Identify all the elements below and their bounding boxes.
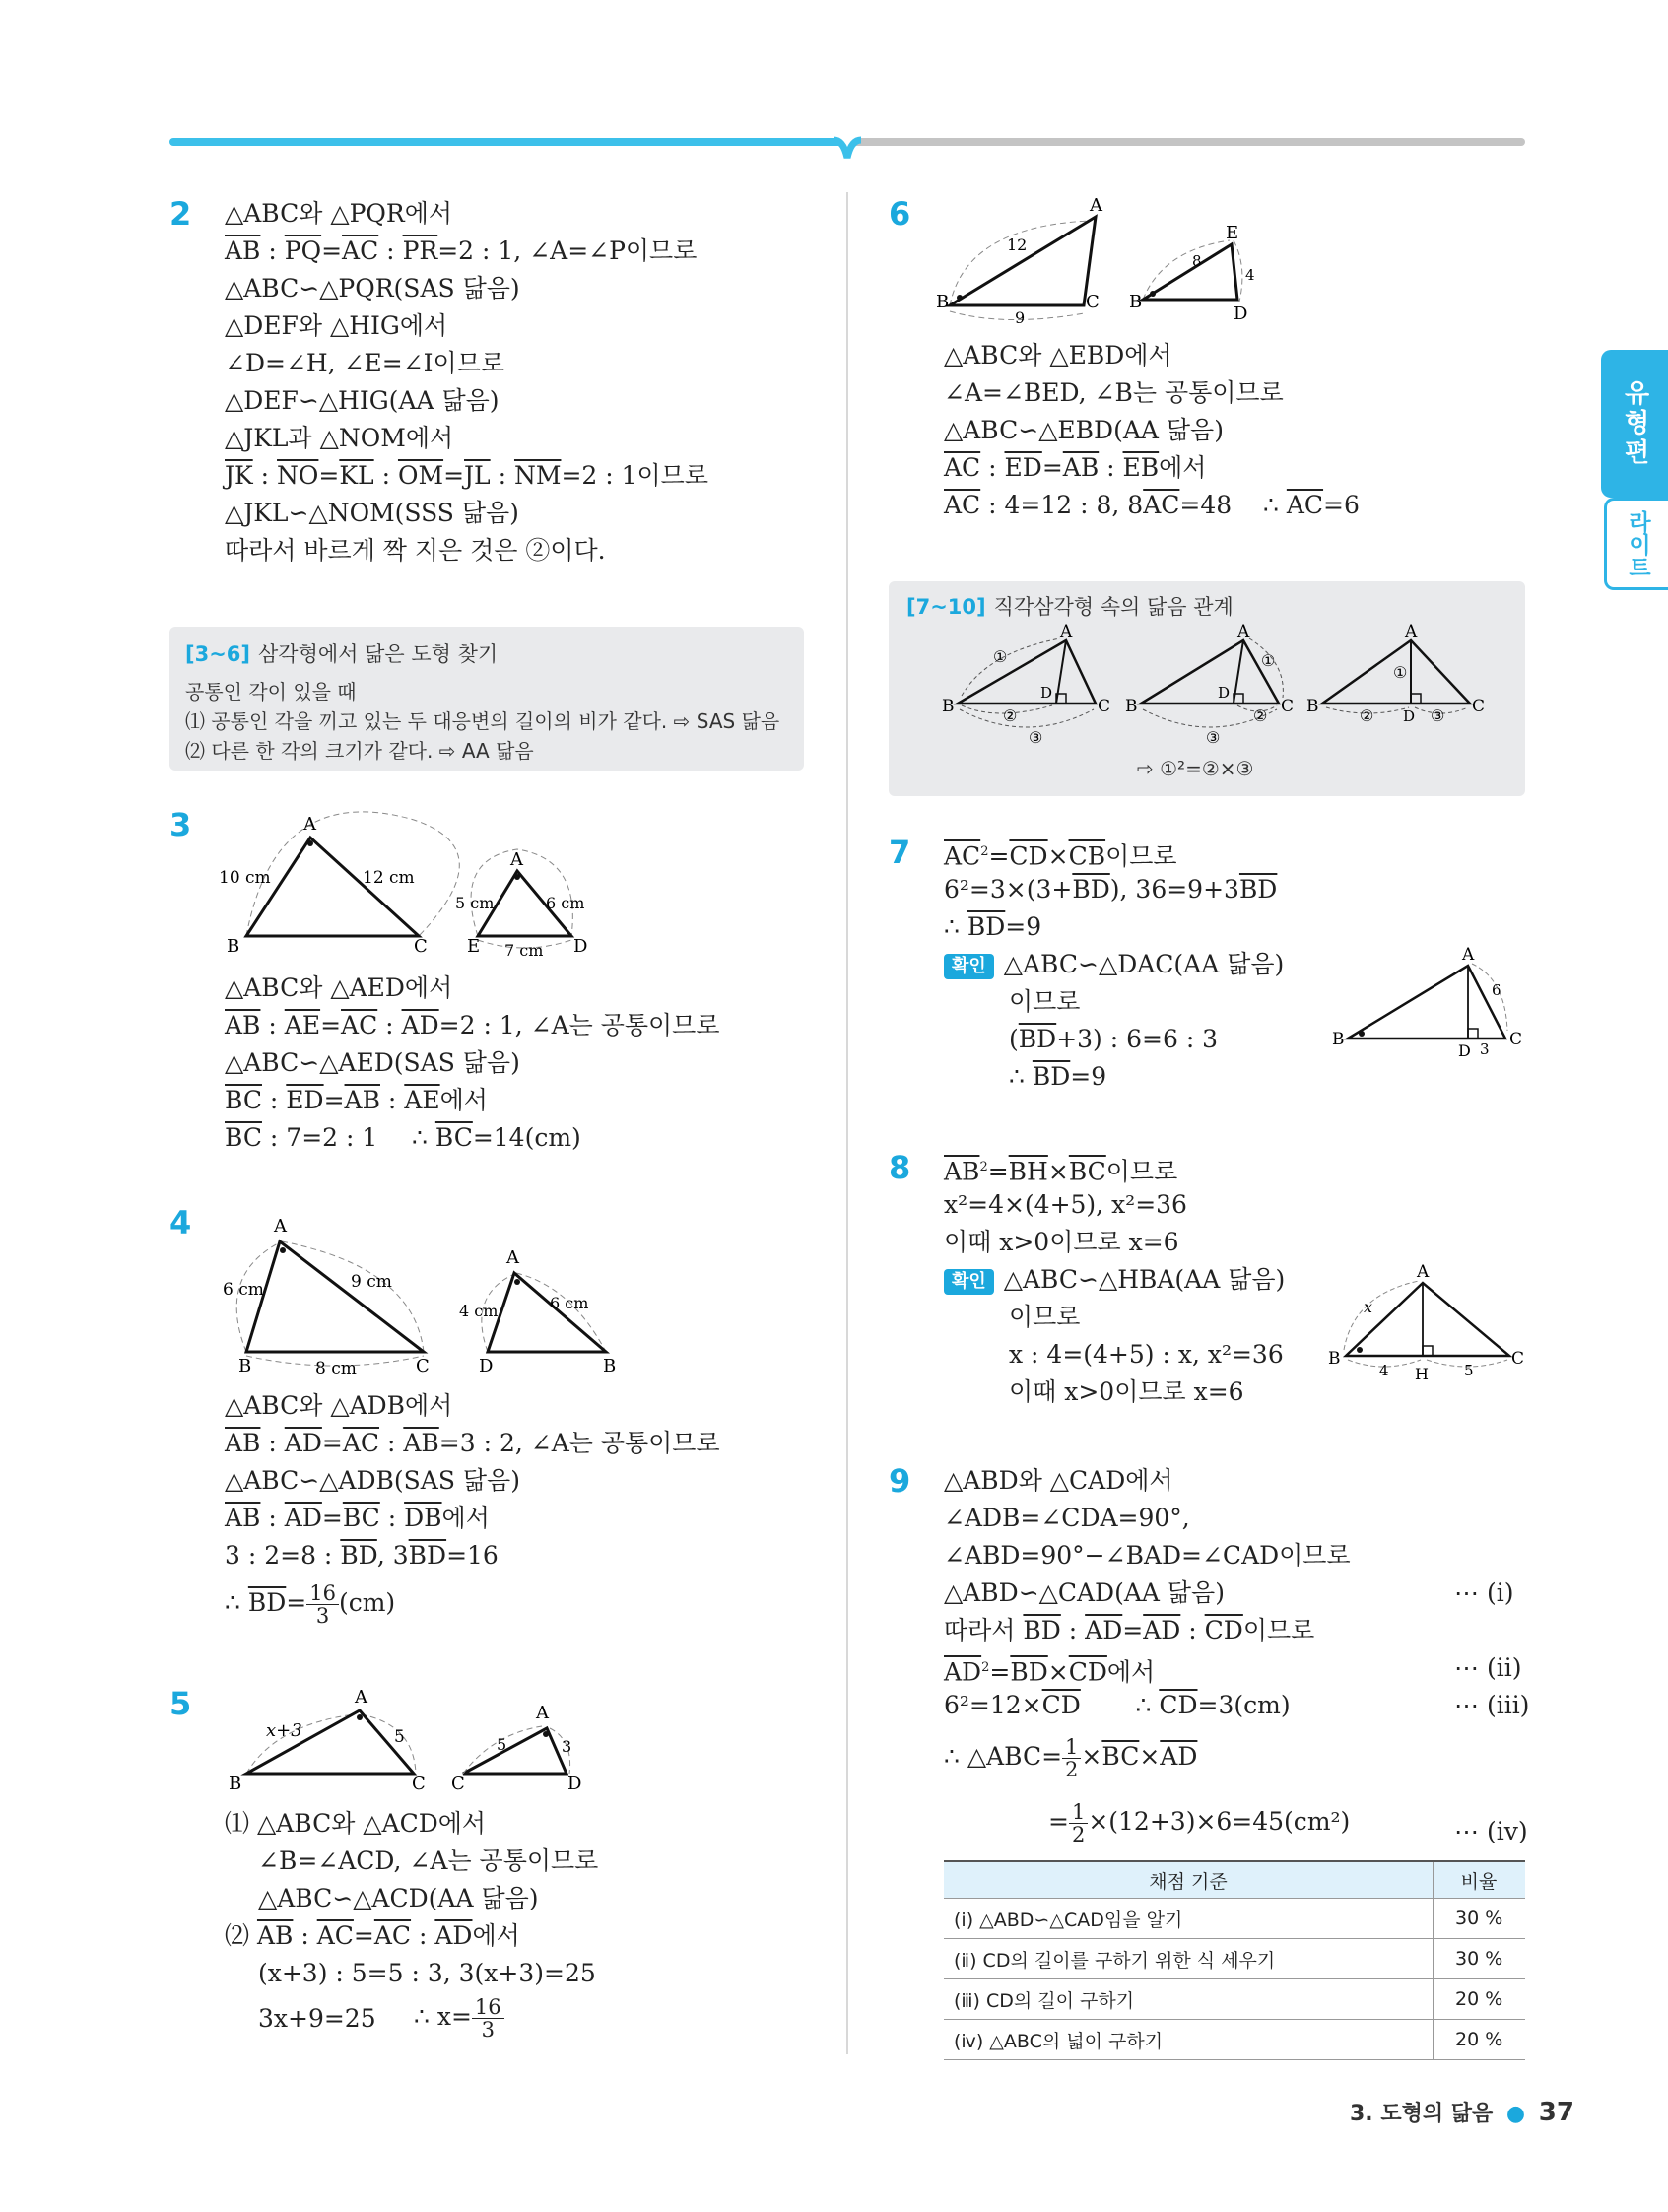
p5-ans-pre: ∴ x= (414, 2002, 472, 2031)
p4-ans-num: 16 (306, 1582, 339, 1605)
p3-line-5: $\overline{BC}$ : 7=2 : 1 (225, 1123, 378, 1152)
p9-line-2: ∠ADB=∠CDA=90°, (944, 1504, 1190, 1532)
box-3-6-line-1: 공통인 각이 있을 때 (185, 680, 357, 704)
p5-line-6: 3x+9=25 (258, 2004, 376, 2033)
p8-fig-H: H (1415, 1365, 1429, 1383)
p8-check-4: 이때 x>0이므로 x=6 (1009, 1377, 1244, 1406)
p2-line-5: ∠D=∠H, ∠E=∠I이므로 (225, 349, 504, 377)
grading-ratio-1: 30 % (1434, 1899, 1526, 1939)
column-divider (846, 192, 848, 2054)
p9-half-num-1: 1 (1062, 1736, 1081, 1759)
box-3-6-tag: [3~6] (185, 642, 251, 666)
table-row (944, 1979, 1525, 2020)
p5-len-ad: 3 (562, 1737, 572, 1756)
p6-line-2: ∠A=∠BED, ∠B는 공통이므로 (944, 378, 1284, 407)
box-fig2-B: B (1125, 697, 1138, 716)
p9-mark-3: ⋯ (ⅲ) (1454, 1691, 1530, 1719)
p4-label-C: C (416, 1356, 430, 1376)
p8-line-1: $\overline{AB}^2=\overline{BH}\times\overline{BC}$이므로 (944, 1157, 1178, 1186)
p3-len-ac: 12 cm (363, 868, 415, 888)
p5-label-A: A (355, 1687, 367, 1708)
top-rule-notch (834, 134, 861, 162)
box-fig3-n3: ③ (1431, 706, 1445, 725)
p8-fig-x: x (1364, 1298, 1373, 1316)
box-fig2-n1: ① (1261, 651, 1276, 670)
p8-check-1 (944, 1263, 1285, 1297)
side-tab-type[interactable]: 유형편 (1601, 350, 1668, 498)
p7-fig-A: A (1462, 945, 1475, 965)
p3-label-D: D (573, 936, 588, 957)
box-fig2-C: C (1281, 697, 1295, 716)
problem-4-number: 4 (169, 1204, 192, 1241)
p2-line-9: △JKL∽△NOM(SSS 닮음) (225, 499, 519, 527)
grading-criteria-1: (ⅰ) △ABD∽△CAD임을 알기 (944, 1899, 1434, 1939)
p4-line-4: $\overline{AB}$ : $\overline{AD}=\overline{BC}$ : $\overline{DB}$에서 (225, 1504, 490, 1532)
p4-line-5: 3 : 2=8 : $\overline{BD}$, $3\overline{BD}=16$ (225, 1541, 499, 1570)
p5-len-ac: 5 (394, 1727, 405, 1747)
problem-5-number: 5 (169, 1685, 192, 1722)
p3-line-2: $\overline{AB}$ : $\overline{AE}=\overline{AC}$ : $\overline{AD}=2$ : 1, ∠A는 공통이므로 (225, 1011, 720, 1039)
p8-line-3: 이때 x>0이므로 x=6 (944, 1228, 1179, 1256)
p5-label-C2: C (451, 1774, 465, 1794)
table-row (944, 1899, 1525, 1939)
box-fig2-n2: ② (1253, 706, 1268, 725)
p6-answer: ∴ $\overline{AC}=6$ (1263, 491, 1360, 519)
p9-half-den-2: 2 (1071, 1823, 1086, 1846)
box-fig2-n3: ③ (1206, 728, 1221, 747)
p3-line-4: $\overline{BC}$ : $\overline{ED}=\overline{AB}$ : $\overline{AE}$에서 (225, 1086, 488, 1114)
p8-fig-A: A (1417, 1262, 1430, 1282)
p4-line-2: $\overline{AB}$ : $\overline{AD}=\overline{AC}$ : $\overline{AB}=3$ : 2, ∠A는 공통이므로 (225, 1429, 720, 1457)
box-3-6-line-2: ⑴ 공통인 각을 끼고 있는 두 대응변의 길이의 비가 같다. ⇨ SAS 닮음 (185, 709, 780, 733)
p2-line-2: $\overline{AB}$ : $\overline{PQ}=\overline{AC}$ : $\overline{PR}=2$ : 1, ∠A=∠P이므로 (225, 236, 698, 265)
p6-len-bc: 9 (1015, 308, 1026, 327)
box-3-6-title (185, 638, 498, 668)
p4-line-3: △ABC∽△ADB(SAS 닮음) (225, 1466, 520, 1495)
p3-line-3: △ABC∽△AED(SAS 닮음) (225, 1048, 520, 1077)
table-row (944, 1939, 1525, 1979)
p6-line-1: △ABC와 △EBD에서 (944, 341, 1172, 369)
p6-label-E: E (1226, 223, 1239, 243)
concept-box-3-6 (169, 627, 804, 771)
box-3-6-line-3: ⑵ 다른 한 각의 크기가 같다. ⇨ AA 닮음 (185, 739, 534, 763)
p6-line-3: △ABC∽△EBD(AA 닮음) (944, 416, 1224, 444)
box-7-10-tag: [7~10] (906, 595, 986, 619)
p3-label-A2: A (510, 849, 523, 870)
p7-check-3: $(\overline{BD}+3)$ : 6=6 : 3 (1009, 1025, 1219, 1053)
p3-line-1: △ABC와 △AED에서 (225, 973, 453, 1002)
p9-mark-2: ⋯ (ⅱ) (1454, 1653, 1522, 1682)
box-fig3-n1: ① (1393, 663, 1408, 682)
p4-answer: ∴ $\overline{BD}=$ $\frac{16}{3}$ (cm) (225, 1581, 396, 1628)
page-footer (1350, 2097, 1574, 2127)
p3-label-E: E (467, 936, 481, 957)
p9-area2-post: ×(12+3)×6=45(cm²) (1088, 1807, 1351, 1836)
p7-check-4: ∴ $\overline{BD}=9$ (1009, 1062, 1107, 1091)
box-fig1-n2: ② (1003, 706, 1018, 725)
p9-area-2 (1048, 1801, 1350, 1845)
p9-area2-pre: = (1048, 1807, 1069, 1836)
grading-table (944, 1860, 1525, 2060)
p2-line-6: △DEF∽△HIG(AA 닮음) (225, 386, 500, 415)
p5-line-3: △ABC∽△ACD(AA 닮음) (258, 1884, 539, 1912)
p7-check-badge: 확인 (944, 954, 994, 979)
p2-line-10: 따라서 바르게 짝 지은 것은 ②이다. (225, 536, 606, 565)
p4-ans-den: 3 (315, 1604, 330, 1628)
p2-line-7: △JKL과 △NOM에서 (225, 424, 454, 452)
p8-check-badge: 확인 (944, 1269, 994, 1295)
problem-2-number: 2 (169, 195, 192, 233)
p6-len-ab: 12 (1007, 235, 1028, 254)
p8-fig-C: C (1511, 1349, 1525, 1369)
page-number: 37 (1538, 2098, 1574, 2127)
p7-line-2: $6^2=3\times(3+\overline{BD})$, $36=9+3\overline{BD}$ (944, 875, 1278, 904)
p3-len-ab: 10 cm (219, 868, 271, 888)
p5-label-A2: A (536, 1703, 549, 1723)
p4-line-1: △ABC와 △ADB에서 (225, 1391, 453, 1420)
table-row (944, 2020, 1525, 2060)
p9-line-7: $6^2=12\times\overline{CD}$ ∴ $\overline{CD}=3(cm)$ (944, 1691, 1291, 1719)
box-fig2-A: A (1237, 622, 1250, 641)
p5-label-D: D (567, 1774, 582, 1794)
grading-criteria-2: (ⅱ) CD의 길이를 구하기 위한 식 세우기 (944, 1939, 1434, 1979)
grading-head-criteria: 채점 기준 (944, 1861, 1434, 1899)
p4-len-ab2: 6 cm (550, 1294, 589, 1312)
p4-len-ab: 6 cm (223, 1280, 264, 1300)
p4-label-D: D (479, 1356, 494, 1376)
problem-6-number: 6 (889, 195, 911, 233)
p2-line-3: △ABC∽△PQR(SAS 닮음) (225, 274, 520, 302)
p9-line-6: $\overline{AD}^2=\overline{BD}\times\overline{CD}$에서 (944, 1657, 1156, 1687)
box-3-6-title-text: 삼각형에서 닮은 도형 찾기 (258, 642, 499, 666)
p8-check-3: x : 4=(4+5) : x, x²=36 (1009, 1340, 1284, 1369)
p9-mark-1: ⋯ (ⅰ) (1454, 1578, 1514, 1607)
p5-line-5: (x+3) : 5=5 : 3, 3(x+3)=25 (258, 1959, 596, 1987)
p6-line-5: $\overline{AC}$ : 4=12 : 8, $8\overline{AC}=48$ (944, 491, 1233, 519)
p4-label-B: B (238, 1356, 252, 1376)
grading-head-ratio: 비율 (1434, 1861, 1526, 1899)
problem-9-number: 9 (889, 1462, 911, 1500)
p4-label-A: A (274, 1216, 287, 1237)
p7-fig-ac: 6 (1492, 981, 1501, 999)
p2-line-8: $\overline{JK}$ : $\overline{NO}=\overline{KL}$ : $\overline{OM}=\overline{JL}$ : $\overline{NM}=2$ : 1이므로 (225, 461, 708, 490)
p7-fig-B: B (1332, 1030, 1345, 1049)
p7-check-2: 이므로 (1009, 987, 1081, 1016)
p8-check-2: 이므로 (1009, 1303, 1081, 1331)
p5-line-4: ⑵ $\overline{AB}$ : $\overline{AC}=\overline{AC}$ : $\overline{AD}$에서 (225, 1921, 520, 1950)
p5-answer (414, 1996, 504, 2041)
p6-label-A: A (1090, 195, 1102, 216)
p7-line-3: ∴ $\overline{BD}=9$ (944, 912, 1042, 941)
p5-line-2: ∠B=∠ACD, ∠A는 공통이므로 (258, 1846, 599, 1875)
grading-criteria-4: (ⅳ) △ABC의 넓이 구하기 (944, 2020, 1434, 2060)
box-fig2-D: D (1218, 684, 1231, 702)
top-rule-left (169, 138, 839, 146)
box-7-10-figures (942, 622, 1486, 751)
problem-3-figure (217, 810, 591, 958)
p9-mark-4: ⋯ (ⅳ) (1454, 1817, 1528, 1845)
problem-6-figure (936, 197, 1291, 330)
p3-len-ad: 6 cm (546, 894, 585, 912)
box-fig1-C: C (1098, 697, 1111, 716)
p3-len-ae: 5 cm (455, 894, 495, 912)
p3-line-6: ∴ $\overline{BC}=14(cm)$ (412, 1123, 581, 1152)
problem-5-figure (217, 1685, 611, 1793)
p8-line-2: x²=4×(4+5), x²=36 (944, 1190, 1187, 1219)
box-fig3-A: A (1405, 622, 1418, 641)
box-fig3-B: B (1306, 697, 1319, 716)
p5-line-1: ⑴ △ABC와 △ACD에서 (225, 1809, 487, 1838)
p7-check-text-1: △ABC∽△DAC(AA 닮음) (1003, 950, 1285, 978)
p7-fig-dc: 3 (1480, 1040, 1490, 1058)
box-fig1-n3: ③ (1029, 728, 1043, 747)
top-rule-right (855, 138, 1525, 146)
grading-ratio-3: 20 % (1434, 1979, 1526, 2020)
box-fig1-D: D (1040, 684, 1053, 702)
p9-line-3: ∠ABD=90°−∠BAD=∠CAD이므로 (944, 1541, 1351, 1570)
problem-8-figure (1324, 1261, 1525, 1389)
box-fig1-A: A (1060, 622, 1073, 641)
p8-fig-bh: 4 (1379, 1362, 1389, 1379)
p4-len-ac: 9 cm (351, 1272, 392, 1292)
concept-box-7-10 (889, 581, 1525, 796)
p7-fig-D: D (1458, 1041, 1471, 1060)
box-fig1-n1: ① (993, 647, 1008, 666)
p8-fig-hc: 5 (1464, 1362, 1474, 1379)
p9-line-1: △ABD와 △CAD에서 (944, 1466, 1173, 1495)
p6-line-4: $\overline{AC}$ : $\overline{ED}=\overline{AB}$ : $\overline{EB}$에서 (944, 453, 1207, 482)
footer-chapter: 3. 도형의 닮음 (1350, 2102, 1494, 2126)
p4-ans-post: (cm) (338, 1588, 396, 1617)
p5-ans-den: 3 (481, 2018, 495, 2042)
p6-label-B: B (936, 292, 950, 312)
p6-label-C: C (1086, 292, 1100, 312)
grading-ratio-2: 30 % (1434, 1939, 1526, 1979)
p9-half-den-1: 2 (1065, 1758, 1079, 1781)
p8-check-text-1: △ABC∽△HBA(AA 닮음) (1003, 1265, 1286, 1294)
p3-label-B: B (227, 936, 240, 957)
problem-3-number: 3 (169, 806, 192, 843)
p6-len-be: 8 (1192, 252, 1202, 270)
p9-area-1: ∴ △ABC= $\frac{1}{2}$ $\times\overline{BC}\times\overline{AD}$ (944, 1735, 1198, 1781)
p5-len-ab: x+3 (266, 1720, 302, 1741)
p5-len-ca: 5 (497, 1735, 507, 1754)
p2-line-4: △DEF와 △HIG에서 (225, 311, 448, 340)
grading-header-row (944, 1861, 1525, 1899)
p5-label-C: C (412, 1774, 426, 1794)
box-fig1-B: B (942, 697, 955, 716)
p9-area1-pre: ∴ △ABC= (944, 1742, 1063, 1771)
p9-line-5: 따라서 $\overline{BD}$ : $\overline{AD}=\overline{AD}$ : $\overline{CD}$이므로 (944, 1616, 1315, 1644)
problem-7-figure (1328, 946, 1525, 1060)
p4-len-bc: 8 cm (315, 1359, 357, 1378)
problem-8-number: 8 (889, 1149, 911, 1186)
p5-ans-num: 16 (472, 1996, 504, 2019)
p9-line-4: △ABD∽△CAD(AA 닮음) (944, 1578, 1225, 1607)
p3-label-C: C (414, 936, 428, 957)
box-7-10-title-text: 직각삼각형 속의 닮음 관계 (993, 595, 1234, 619)
p4-len-ad: 4 cm (459, 1302, 499, 1320)
p5-label-B: B (229, 1774, 242, 1794)
grading-criteria-3: (ⅲ) CD의 길이 구하기 (944, 1979, 1434, 2020)
box-7-10-formula: ⇨ ①²=②×③ (1137, 757, 1254, 780)
p7-line-1: $\overline{AC}^2=\overline{CD}\times\overline{CB}$이므로 (944, 841, 1177, 871)
side-tab-lite[interactable]: 라이트 (1604, 498, 1668, 590)
p6-label-D: D (1234, 303, 1248, 324)
box-fig3-D: D (1403, 707, 1416, 725)
box-fig3-n2: ② (1360, 706, 1374, 725)
p4-label-A2: A (506, 1247, 519, 1268)
p9-half-num-2: 1 (1069, 1801, 1088, 1824)
box-fig3-C: C (1472, 697, 1486, 716)
p3-len-ed: 7 cm (504, 941, 544, 960)
box-7-10-title (906, 591, 1234, 621)
p7-fig-C: C (1509, 1030, 1523, 1049)
p6-len-ed: 4 (1245, 266, 1255, 284)
p7-check-1 (944, 948, 1284, 981)
problem-4-figure (217, 1208, 631, 1378)
p8-fig-B: B (1328, 1349, 1341, 1369)
p4-label-B2: B (603, 1356, 617, 1376)
p2-line-1: △ABC와 △PQR에서 (225, 199, 453, 228)
problem-7-number: 7 (889, 834, 911, 871)
footer-bullet-icon: ● (1505, 2102, 1526, 2126)
p6-label-B2: B (1129, 292, 1143, 312)
p3-label-A: A (303, 814, 316, 835)
grading-ratio-4: 20 % (1434, 2020, 1526, 2060)
